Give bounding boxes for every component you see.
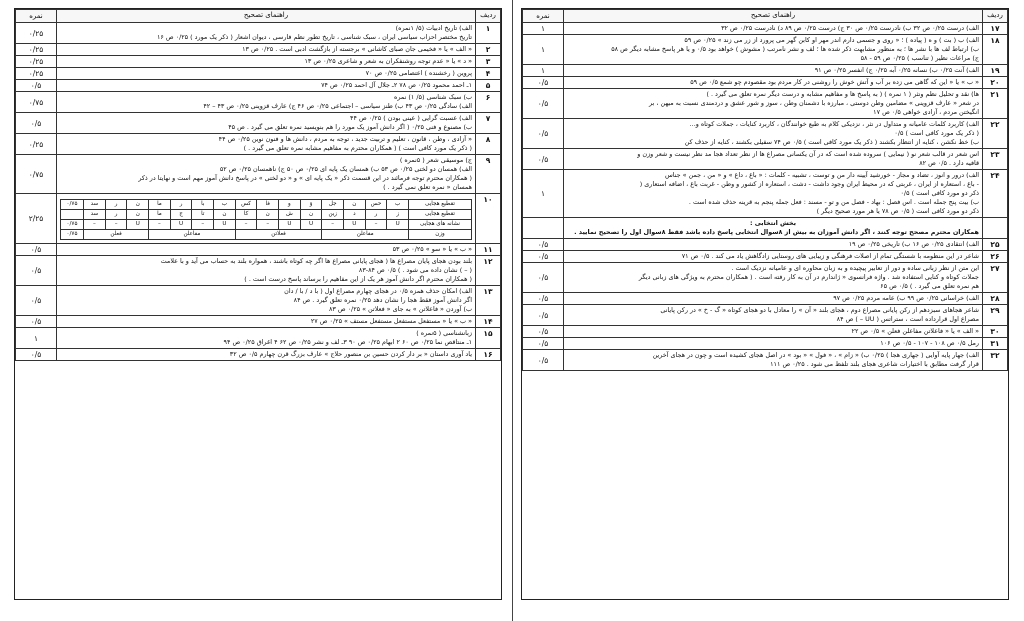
answer-line: همسان « نمره تعلق نمی گیرد . ) (383, 183, 472, 191)
meter-row (61, 220, 472, 230)
meter-syllable: U (344, 220, 366, 230)
table-header-row (523, 10, 1008, 23)
score-value (523, 218, 564, 239)
answer-row (523, 170, 1008, 218)
answer-line: ب) ارتباط لف ها با نشر ها ؛ به منظور مشابهت ذکر شده ها ؛ لف و نشر نامرتب ( مشوش ) خواهد بود ۰/۵ و یا هر پاسخ مشابه دیگر ص ۵۸ (611, 45, 979, 53)
question-number: ۱۹ (983, 65, 1008, 77)
answer-line: « آزادی ، وطن ، قانون ، تعلیم و تربیت جدید ، توجه به مردم ، دانش ها و فنون نوین ۰/۲۵ ص ۴۴ (218, 135, 472, 143)
answer-rows-left (16, 23, 501, 361)
answer-text (57, 316, 476, 328)
question-number: ۳ (476, 56, 501, 68)
meter-syllable: زین (322, 210, 344, 220)
question-number: ۱۳ (476, 286, 501, 316)
question-number: ۹ (476, 155, 501, 194)
answer-line: در شعر « عارف قزوینی » مضامین وطن دوستی ، مبارزه با دشمنان وطن ، سوز و شور عشق و دردمندی نسبت به میهن ، بر (649, 99, 979, 107)
answer-line: ( همکاران محترم اگر دانش آموز هر یک از این مفاهیم را برساند پاسخ درست است . ) (244, 275, 472, 283)
answer-row (523, 239, 1008, 251)
answer-line: الف) تاریخ ادبیات (۵/ ۱نمره) (395, 24, 472, 32)
answer-key-page-right (521, 8, 1009, 600)
answer-text (57, 23, 476, 44)
meter-syllable: U (127, 220, 149, 230)
score-value: ۰/۵ (16, 286, 57, 316)
score-value: ۲/۲۵ (16, 194, 57, 244)
answer-row (523, 305, 1008, 326)
score-value: ۰/۵ (523, 338, 564, 350)
answer-line: همکاران محترم مصحح توجه کنند ، اگر دانش آموزان به بیش از ۸سوال انتخابی پاسخ داده باشد فقط ۸سوال اول را تصحیح نمایید . (574, 228, 979, 236)
meter-syllable: فا (257, 200, 279, 210)
score-value: ۰/۵ (523, 350, 564, 371)
question-number (983, 218, 1008, 239)
header-radif: ردیف (983, 10, 1008, 23)
answer-row (16, 286, 501, 316)
answer-row (523, 263, 1008, 293)
meter-syllable: – (365, 220, 387, 230)
score-value: ۰/۲۵ (16, 44, 57, 56)
meter-row-score: ۰/۷۵ (61, 200, 84, 210)
answer-table-left (15, 9, 501, 361)
score-value: ۰/۵ (16, 80, 57, 92)
answer-text (57, 80, 476, 92)
answer-line: جملات کوتاه و کنایی استفاده شد . واژه فرانسوی « ژاندارم در آن به کار رفته است . ( همکاران محترم به ویژگی های زبانی دیگر (638, 273, 979, 281)
meter-row (61, 210, 472, 220)
header-score: نمره (16, 10, 57, 23)
meter-syllable: U (387, 220, 409, 230)
meter-syllable: U (170, 220, 192, 230)
answer-line: الف) کاربرد کلمات عامیانه و متداول در نثر ، نزدیکی کلام به طبع خوانندگان ، کاربرد کنایات ، جملات کوتاه و... (689, 120, 979, 128)
meter-row-label: تقطیع هجایی (409, 210, 472, 220)
answer-text (564, 251, 983, 263)
score-value: ۰/۵ (523, 326, 564, 338)
answer-line: مصراع اول قرارداده است ، ستراتس ( UU – ) ص ۸۴ (836, 315, 979, 323)
score-value: ۰/۵ (523, 251, 564, 263)
page-divider (512, 0, 513, 621)
answer-row (16, 92, 501, 113)
meter-syllable: سد (84, 210, 106, 220)
score-value: ۰/۵ (523, 77, 564, 89)
score-value: ۰/۵ (16, 244, 57, 256)
question-number: ۷ (476, 113, 501, 134)
answer-line: « ب » یا « مستفعل مستفعل مستفعل مستف » ۰/۲۵ ص ۲۷ (310, 317, 472, 325)
score-value: ۰/۲۵ (16, 56, 57, 68)
meter-syllable: U (300, 220, 322, 230)
question-number: ۱۴ (476, 316, 501, 328)
answer-text (57, 244, 476, 256)
question-number: ۱۲ (476, 256, 501, 286)
answer-row (16, 113, 501, 134)
question-number: ۱ (476, 23, 501, 44)
question-number: ۲۱ (983, 89, 1008, 119)
question-number: ۸ (476, 134, 501, 155)
question-number: ۲۳ (983, 149, 1008, 170)
score-value: ۰/۵ (523, 305, 564, 326)
answer-row (523, 35, 1008, 65)
answer-row (16, 23, 501, 44)
question-number: ۶ (476, 92, 501, 113)
meter-syllable: ن (127, 210, 149, 220)
answer-line: الف) امکان حذف همزه ۰/۵ در هجای چهارم مصراع اول ( با د / با / دان (284, 287, 472, 295)
answer-row (16, 349, 501, 361)
answer-text (564, 350, 983, 371)
meter-syllable: ر (105, 210, 127, 220)
question-number: ۱۷ (983, 23, 1008, 35)
question-number: ۲ (476, 44, 501, 56)
meter-syllable: ر (170, 200, 192, 210)
answer-line: « د » یا « عدم توجه روشنفکران به شعر و شاعری ۰/۲۵ ص ۱۳ (304, 57, 472, 65)
score-value: ۰/۵ (523, 119, 564, 149)
answer-line: ( – ) نشان داده می شود . ) ۰/۵ ص ۸۴-۸۳ (358, 266, 472, 274)
answer-text (564, 263, 983, 293)
meter-syllable: ب (214, 200, 236, 210)
meter-syllable: – (149, 220, 171, 230)
answer-text (57, 256, 476, 286)
answer-line: « ب » یا « سو » ۰/۲۵ ص ۵۳ (392, 245, 472, 253)
question-number: ۲۷ (983, 263, 1008, 293)
answer-row (523, 251, 1008, 263)
score-value: ۱ (523, 35, 564, 65)
meter-syllable: ب (387, 200, 409, 210)
table-header-row (16, 10, 501, 23)
answer-text (57, 92, 476, 113)
answer-line: « الف » یا « فخیمی جان صبای کاشانی » برجسته از بازگشت ادبی است . ۰/۲۵ ص ۱۳ (242, 45, 472, 53)
answer-text (564, 305, 983, 326)
question-number: ۲۸ (983, 293, 1008, 305)
answer-line: ب) خط نکشن ، کنایه از انتظار بکشند ( ذکر یک مورد کافی است ) ۰/۵ ص ۷۴ سفیلی بکشند ، کنایه از حذف کن (684, 138, 979, 146)
answer-text (57, 349, 476, 361)
answer-line: الف) درست ۰/۲۵ ص ۳۲ ب) نادرست ۰/۲۵ ص ۳۰ ج) درست ۰/۲۵ ص ۸۹ د) نادرست ۰/۲۵ ص ۳۲ (721, 24, 979, 32)
question-number: ۱۵ (476, 328, 501, 349)
answer-line: اگر دانش آموز فقط هجا را نشان دهد ۰/۲۵ نمره تعلق گیرد . ص ۸۴ (293, 296, 472, 304)
answer-text (57, 134, 476, 155)
answer-line: ذکر دو مورد کافی است ) ۰/۵ (900, 189, 979, 197)
answer-row (523, 77, 1008, 89)
answer-line: الف) درور و انوز ، تضاد و مجاز - خورشید آیینه دار من و توست ، تشبیه - کلمات : « باغ ، داغ » و « من ، جمن » جناس (664, 171, 979, 179)
meter-row (61, 200, 472, 210)
answer-line: الف) انتقادی ۰/۲۵ ص ۱۶ ب) تاریخی ۰/۲۵ ص ۱۹ (848, 240, 979, 248)
score-value: ۰/۵ (16, 316, 57, 328)
meter-syllable: سد (84, 200, 106, 210)
score-value: ۰/۵ (523, 239, 564, 251)
answer-text (57, 113, 476, 134)
answer-row (523, 149, 1008, 170)
meter-syllable: با (192, 200, 214, 210)
answer-text (564, 293, 983, 305)
answer-text (57, 194, 476, 244)
answer-line: الف) آنت ۰/۲۵ ب) نسانه ۰/۲۵ آبه ۰/۲۵ ج) انفسر ۰/۲۵ ص ۹۱ (814, 66, 979, 74)
answer-line: زبانشناسی ( ۵نمره ) (416, 329, 472, 337)
question-number: ۲۵ (983, 239, 1008, 251)
answer-text (564, 119, 983, 149)
answer-line: الف) ب ( بت ) و ه ( پیاده ) ؛ « روی و جسمی دارم اندر مهر او کابن گهر می پرورد از زر می زند » ۰/۲۵ ص ۵۹ (684, 36, 979, 44)
meter-foot: مفاعلن (149, 230, 236, 240)
score-value: ۰/۵ (523, 149, 564, 170)
answer-line: ج) موسیقی شعر ( ۵نمره ) (399, 156, 472, 164)
answer-line: هم نمره تعلق می گیرد . ) ۰/۵ ص ۶۵ (880, 282, 979, 290)
meter-syllable: ش (279, 210, 301, 220)
answer-text (564, 326, 983, 338)
score-value: ۱ (523, 65, 564, 77)
score-value: ۰/۲۵ (16, 23, 57, 44)
score-value: ۰/۷۵ (16, 92, 57, 113)
answer-row (16, 68, 501, 80)
meter-syllable: و (279, 200, 301, 210)
answer-text (57, 56, 476, 68)
meter-row-label: وزن (409, 230, 472, 240)
answer-text (57, 68, 476, 80)
meter-row-score: ۰/۷۵ (61, 230, 84, 240)
answer-row (523, 326, 1008, 338)
answer-line: ( ذکر یک مورد کافی است ) ( همکاران محترم به مفاهیم مشابه نمره تعلق می گیرد . ) (243, 144, 472, 152)
question-number: ۲۴ (983, 170, 1008, 218)
answer-row (16, 328, 501, 349)
score-value: ۰/۵ (523, 89, 564, 119)
score-value: ۰/۵ (16, 256, 57, 286)
answer-row (16, 134, 501, 155)
question-number: ۱۸ (983, 35, 1008, 65)
answer-line: ب) بیت پنج جمله است . اس فصل : بهاد - فصل من و تو - مسند : فعل جمله پنجم به قرینه حذف شده است . (688, 198, 979, 206)
meter-syllable: – (257, 220, 279, 230)
answer-text (564, 170, 983, 218)
answer-row (16, 44, 501, 56)
answer-line: پروین ( رخشنده ) اعتصامی ۰/۲۵ ص ۷۰ (365, 69, 472, 77)
question-number: ۳۲ (983, 350, 1008, 371)
score-value: ۱ (523, 170, 564, 218)
header-title: راهنمای تصحیح (564, 10, 983, 23)
meter-foot: مفاعلن (322, 230, 409, 240)
score-value: ۰/۷۵ (16, 155, 57, 194)
answer-line: بلند بودن هجای پایان مصراع ها ( هجای پایانی مصراع ها اگر چه کوتاه باشند ، همواره بلند به حساب می آید و با علامت (160, 257, 472, 265)
answer-text (564, 338, 983, 350)
answer-row (16, 155, 501, 194)
meter-table (60, 199, 472, 240)
answer-line: رمل ۰/۵ ص ۱۰۸ - ۱۰۷ - ۰/۵ ص ۱۰۶ (880, 339, 979, 347)
answer-line: « الف » یا « فاعلاتن مفاعلن فعلن » ۰/۵ ص ۲۲ (851, 327, 979, 335)
meter-feet-row (61, 230, 472, 240)
meter-row-label: تقطیع هجایی (409, 200, 472, 210)
answer-text (564, 218, 983, 239)
answer-row (523, 65, 1008, 77)
answer-text (564, 89, 983, 119)
answer-row (16, 56, 501, 68)
answer-row (523, 119, 1008, 149)
answer-line: ج) مراعات نظیر ( تناسب ) ۰/۲۵ ص ۵۹ - ۵۸ (860, 54, 979, 62)
meter-syllable: ج (170, 210, 192, 220)
answer-text (564, 23, 983, 35)
answer-row (16, 256, 501, 286)
answer-line: تاریخ مختصر احزاب سیاسی ایران ، سبک شناسی ، تاریخ تطور نظم فارسی ، دیوان اشعار ( ذکر یک مورد ) ۰/۲۵ ص ۱۶ (156, 33, 472, 41)
meter-syllable: – (235, 220, 257, 230)
answer-line: ب) آوردن « فاعلاتن » به جای « فعلاتن » ۰/۲۵ ص ۸۳ (328, 305, 472, 313)
question-number: ۳۰ (983, 326, 1008, 338)
meter-syllable: ن (257, 210, 279, 220)
answer-line: انگیختن مردم ، آزادی خواهی ۰/۵ ص ۱۷ (873, 108, 979, 116)
answer-line: - باغ ، استعاره از ایران ، غربتی که در محیط ایران وجود داشت - دشت ، استعاره از کشور و وطن - غربت باغ ، اضافه استعاری ( (639, 180, 979, 188)
header-radif: ردیف (476, 10, 501, 23)
meter-syllable: ن (344, 200, 366, 210)
question-number: ۱۱ (476, 244, 501, 256)
meter-foot: فعلاتن (235, 230, 322, 240)
score-value: ۰/۵ (523, 293, 564, 305)
header-title: راهنمای تصحیح (57, 10, 476, 23)
answer-line: این متن از نظر زبانی ساده و دور از تعابیر پیچیده و به زبان محاوره ای و عامیانه نزدیک است . (731, 264, 979, 272)
answer-text (564, 65, 983, 77)
meter-syllable: کا (235, 210, 257, 220)
answer-line: ( همکاران محترم توجه فرمائند در این قسمت ذکر « یک پایه ای » و « دو لختی » در پاسخ دانش آموز مهم است و نهایتا در ذکر (138, 174, 472, 182)
answer-line: یاد آوری داستان « بر دار کردن حسین بن منصور حلاج » عارف بزرگ قرن چهارم ۰/۵ ص ۳۲ (229, 350, 472, 358)
answer-line: الف) سادگی ۰/۲۵ ص ۴۳ ب) طنز سیاسی – اجتماعی ۰/۲۵ ص ۴۶ ج) عارف قزوینی ۰/۲۵ ص ۴۳ – ۴۲ (203, 102, 472, 110)
answer-row (523, 89, 1008, 119)
answer-line: الف) جهار پایه آوایی ( جهاری هجا ) ۰/۲۵ ب) « زام » ، « فول » « بود » در اصل هجای کشیده است و چون در هجای آخرین (652, 351, 979, 359)
answer-text (564, 35, 983, 65)
score-value: ۰/۵ (16, 349, 57, 361)
meter-syllable: ن (127, 200, 149, 210)
answer-row (16, 194, 501, 244)
meter-syllable: ما (149, 210, 171, 220)
score-value: ۰/۵ (523, 263, 564, 293)
meter-syllable: جل (322, 200, 344, 210)
score-value: ۰/۲۵ (16, 134, 57, 155)
answer-line: الف) همسان دو لختی ۰/۲۵ ص ۵۳ ب) همسان یک پایه ای ۰/۲۵ ص ۵۰ ج) ناهمسان ۰/۲۵ ص ۵۲ (219, 165, 472, 173)
meter-syllable: وَ (300, 200, 322, 210)
answer-table-right (522, 9, 1008, 371)
answer-row (16, 316, 501, 328)
question-number: ۲۹ (983, 305, 1008, 326)
meter-row-label: نشانه های هجایی (409, 220, 472, 230)
answer-rows-right (523, 23, 1008, 371)
answer-line: بخش انتخابی : (749, 219, 797, 227)
answer-row (523, 23, 1008, 35)
answer-line: الف) عسبت گرایی ( عینی بودن ) ۰/۲۵ ص ۴۴ (350, 114, 472, 122)
answer-line: ( ذکر یک مورد کافی است ) ۰/۵ (894, 129, 979, 137)
question-number: ۲۶ (983, 251, 1008, 263)
answer-line: شاعر در این منظومه با شستگی تمام از اصلات فرهنگی و زیبایی های روستایی زادگاهش یاد می کند . ۰/۵ ص ۷۱ (681, 252, 979, 260)
answer-text (564, 149, 983, 170)
question-number: ۱۰ (476, 194, 501, 244)
answer-line: ذکر دو مورد کافی است ( ۰/۵ ص ۷۸ یا هر مورد صحیح دیگر ) (816, 207, 979, 215)
answer-key-page-left (14, 8, 502, 600)
answer-line: ب) مصنوع و فنی ۰/۲۵ ( اگر دانش آموز یک مورد را هم بنویسید نمره تعلق می گیرد . ص ۴۵ (228, 123, 472, 131)
question-number: ۴ (476, 68, 501, 80)
answer-text (57, 44, 476, 56)
score-value: ۰/۲۵ (16, 68, 57, 80)
answer-line: ۱ـ احمد محمود ۰/۲۵ ص ۷۸ ۲ـ جلال آل احمد ۰/۲۵ ص ۷۴ (321, 81, 472, 89)
meter-syllable: U (214, 220, 236, 230)
header-score: نمره (523, 10, 564, 23)
score-value: ۰/۵ (16, 113, 57, 134)
answer-text (57, 328, 476, 349)
question-number: ۳۱ (983, 338, 1008, 350)
answer-line: قرار گرفت مطابق با اختیارات شاعری هجای بلند تلفظ می شود . ۰/۲۵ ص ۱۱۱ (770, 360, 979, 368)
meter-row-score: ۰/۷۵ (61, 220, 84, 230)
question-number: ۵ (476, 80, 501, 92)
answer-line: ب) سبک شناسی (۵/ ۱) نمره (394, 93, 472, 101)
answer-row (523, 350, 1008, 371)
score-value: ۱ (16, 328, 57, 349)
answer-row (16, 244, 501, 256)
meter-syllable: کس (235, 200, 257, 210)
meter-syllable: ر (365, 210, 387, 220)
answer-line: ها) نقد و تحلیل نظم ونثر ( ۱ نمره ) ( به پاسخ ها و مفاهیم مشابه و درست دیگر نمره تعلق می گیرد . ) (706, 90, 979, 98)
answer-text (564, 77, 983, 89)
meter-row-score (61, 210, 84, 220)
answer-line: اس شعر در قالب شعر نو ( نیمایی ) سروده شده است که در آن یکسانی مصراع ها از نظر تعداد هجا مد نظر نیست و شعر وزن و (637, 150, 979, 158)
meter-syllable: – (192, 220, 214, 230)
meter-syllable: – (84, 220, 106, 230)
question-number: ۲۰ (983, 77, 1008, 89)
meter-syllable: د (344, 210, 366, 220)
answer-line: شاعر هجاهای سبزدهم از رکن پایانی مصراع دوم ، هجای بلند « آن » را معادل با دو هجای کوتاه « گ - خ » در رکن پایانی (660, 306, 979, 314)
answer-row (523, 218, 1008, 239)
meter-syllable: ر (105, 200, 127, 210)
meter-syllable: ن (300, 210, 322, 220)
meter-syllable: حس (365, 200, 387, 210)
answer-row (523, 338, 1008, 350)
meter-foot: فعلن (84, 230, 149, 240)
meter-syllable: – (105, 220, 127, 230)
meter-syllable: U (279, 220, 301, 230)
answer-line: الف) خراسانی ۰/۲۵ ص ۹۹ ب) عامه مردم ۰/۲۵ ص ۹۷ (833, 294, 979, 302)
meter-syllable: ن (214, 210, 236, 220)
meter-syllable: تا (192, 210, 214, 220)
answer-text (564, 239, 983, 251)
answer-line: ۱ـ منتاقص نما ۰/۲۵ ص ۶۰ ۲ ابهام ۰/۲۵ ص ۹۰ ۳ـ لف و نشر ۰/۲۵ ص ۶۲ ۴ اغراق ۰/۲۵ ص ۹۴ (223, 338, 472, 346)
meter-syllable: – (322, 220, 344, 230)
meter-syllable: ز (387, 210, 409, 220)
answer-row (523, 293, 1008, 305)
question-number: ۲۲ (983, 119, 1008, 149)
answer-line: قافیه دارد . ۰/۵ ص ۸۲ (919, 159, 979, 167)
question-number: ۱۶ (476, 349, 501, 361)
answer-text (57, 155, 476, 194)
score-value: ۱ (523, 23, 564, 35)
answer-line: « ب » یا « این که گاهی می زده بر آب و آتش خوش را روشنی در کار مردم بود مقصودم چو شمع ۰/۵ ص ۵۹ (690, 78, 979, 86)
meter-syllable: ما (149, 200, 171, 210)
answer-row (16, 80, 501, 92)
answer-text (57, 286, 476, 316)
